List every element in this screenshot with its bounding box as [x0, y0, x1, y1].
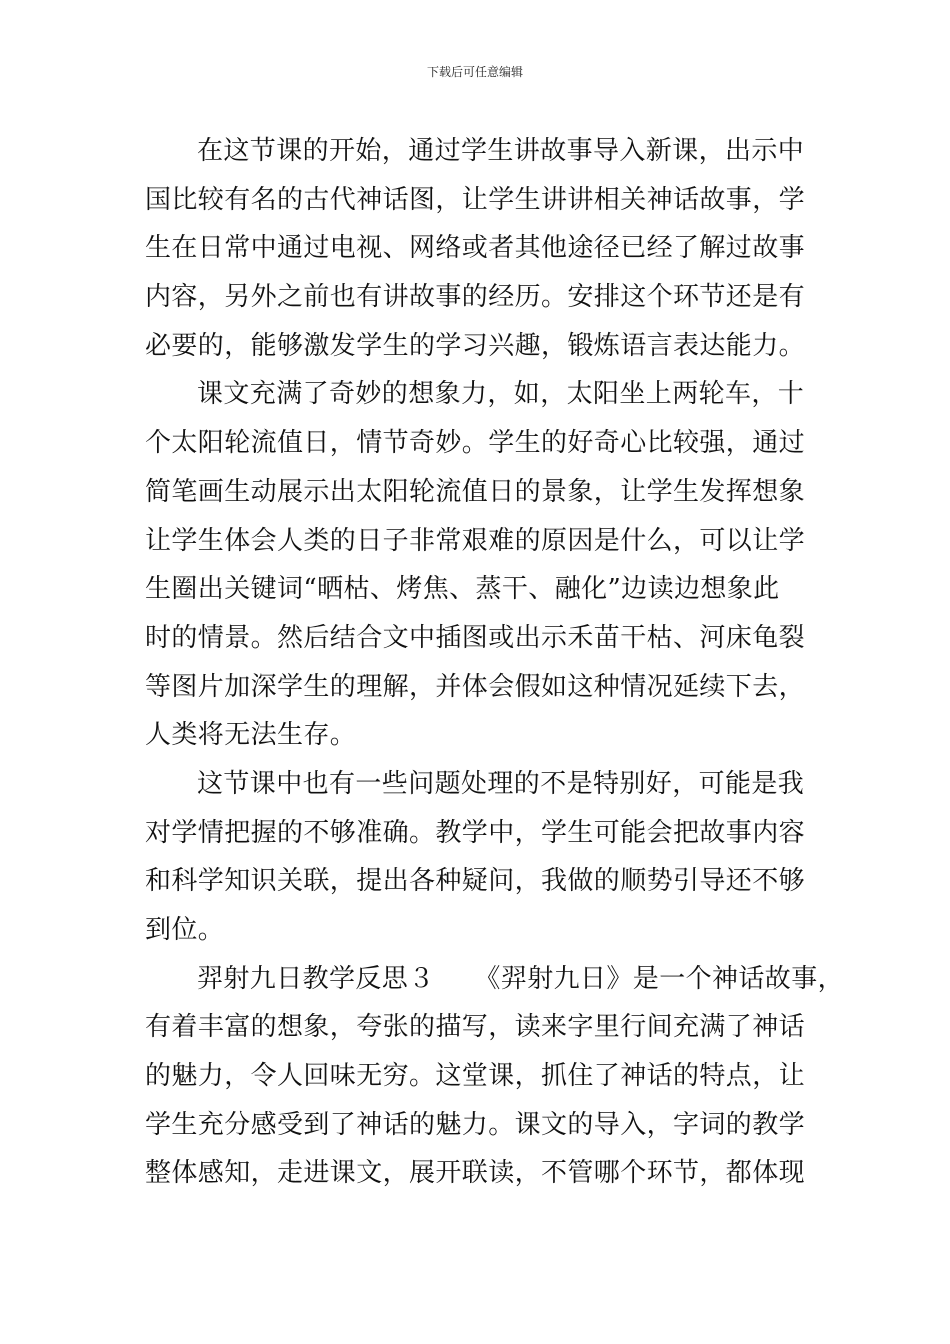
paragraph-line: 在这节课的开始，通过学生讲故事导入新课，出示中 — [197, 136, 805, 166]
paragraph-line: 课文充满了奇妙的想象力，如，太阳坐上两轮车，十 — [197, 379, 805, 410]
paragraph-line: 等图片加深学生的理解，并体会假如这种情况延续下去， — [145, 671, 806, 702]
paragraph-line: 到位。 — [145, 915, 225, 945]
paragraph-line: 这节课中也有一些问题处理的不是特别好，可能是我 — [197, 768, 805, 799]
paragraph-line: 个太阳轮流值日，情节奇妙。学生的好奇心比较强，通过 — [145, 428, 806, 459]
paragraph-line: 人类将无法生存。 — [145, 720, 357, 751]
paragraph-line: 让学生体会人类的日子非常艰难的原因是什么，可以让学 — [145, 525, 806, 556]
paragraph-line: 内容，另外之前也有讲故事的经历。安排这个环节还是有 — [145, 282, 806, 313]
paragraph-line: 整体感知，走进课文，展开联读，不管哪个环节，都体现 — [145, 1158, 806, 1189]
paragraph-line: 羿射九日教学反思３ 《羿射九日》是一个神话故事， — [197, 963, 845, 994]
paragraph-line: 时的情景。然后结合文中插图或出示禾苗干枯、河床龟裂 — [145, 622, 806, 653]
paragraph-line: 国比较有名的古代神话图，让学生讲讲相关神话故事，学 — [145, 184, 806, 215]
paragraph-line: 有着丰富的想象，夸张的描写，读来字里行间充满了神话 — [145, 1012, 806, 1043]
paragraph-line: 对学情把握的不够准确。教学中，学生可能会把故事内容 — [145, 817, 806, 848]
document-body — [145, 127, 845, 1198]
paragraph-line: 和科学知识关联，提出各种疑问，我做的顺势引导还不够 — [145, 866, 806, 897]
page-header: 下载后可任意编辑 — [426, 65, 523, 79]
paragraph-line: 简笔画生动展示出太阳轮流值日的景象，让学生发挥想象 — [145, 476, 806, 507]
paragraph-line: 生在日常中通过电视、网络或者其他途径已经了解过故事 — [145, 233, 806, 264]
paragraph-line: 的魅力，令人回味无穷。这堂课，抓住了神话的特点，让 — [145, 1061, 806, 1092]
paragraph-line: 生圈出关键词“晒枯、烤焦、蒸干、融化”边读边想象此 — [145, 574, 780, 605]
paragraph-line: 学生充分感受到了神话的魅力。课文的导入，字词的教学 — [145, 1109, 806, 1140]
paragraph-line: 必要的，能够激发学生的学习兴趣，锻炼语言表达能力。 — [145, 330, 806, 361]
